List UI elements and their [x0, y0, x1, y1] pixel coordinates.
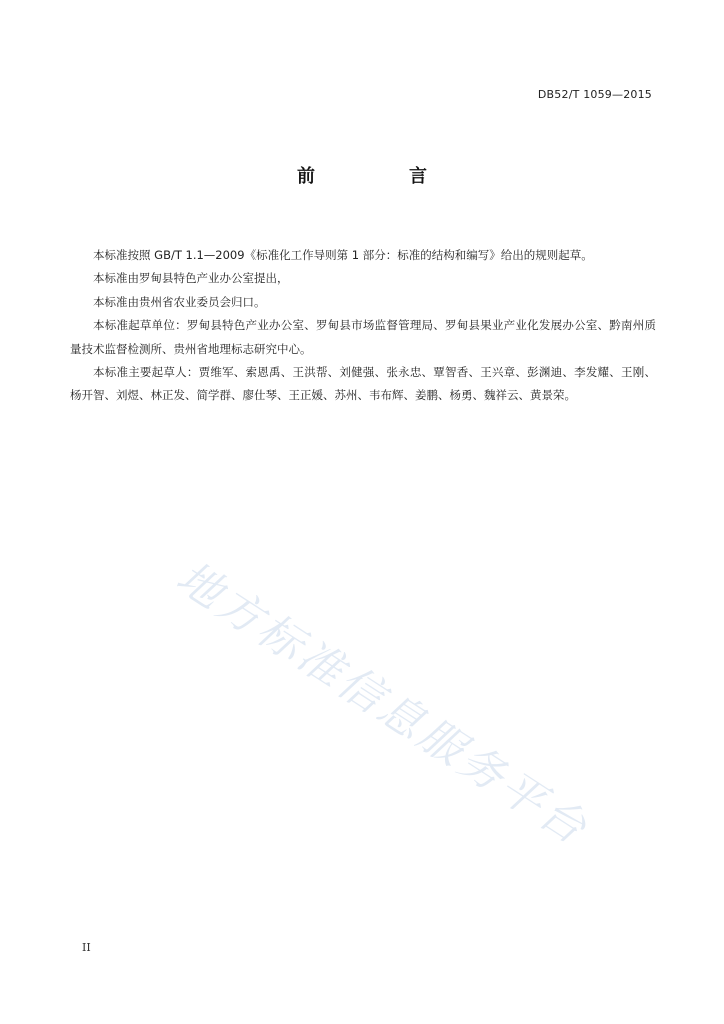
paragraph-drafters: 本标准主要起草人：贾维军、索恩禹、王洪帮、刘健强、张永忠、覃智香、王兴章、彭渊迪、李发耀、王刚、杨开智、刘煜、林正发、简学群、廖仕琴、王正媛、苏州、韦布辉、姜鹏、杨勇、魏祥云、黄景荣。	[70, 365, 656, 403]
paragraph-drafting-rules: 本标准按照 GB/T 1.1—2009《标准化工作导则第 1 部分：标准的结构和编写》给出的规则起草。	[93, 248, 593, 262]
page-number: II	[82, 941, 91, 954]
paragraph-centralized-unit: 本标准由贵州省农业委员会归口。	[93, 294, 266, 309]
paragraph-drafting-units: 本标准起草单位：罗甸县特色产业办公室、罗甸县市场监督管理局、罗甸县果业产业化发展办公室、黔南州质量技术监督检测所、贵州省地理标志研究中心。	[70, 318, 656, 356]
document-code: DB52/T 1059—2015	[537, 88, 652, 101]
watermark: 地方标准信息服务平台	[167, 551, 598, 856]
page-title: 前 言	[297, 166, 465, 187]
paragraph-proposer: 本标准由罗甸县特色产业办公室提出，	[93, 271, 289, 286]
foreword-body	[70, 244, 656, 408]
